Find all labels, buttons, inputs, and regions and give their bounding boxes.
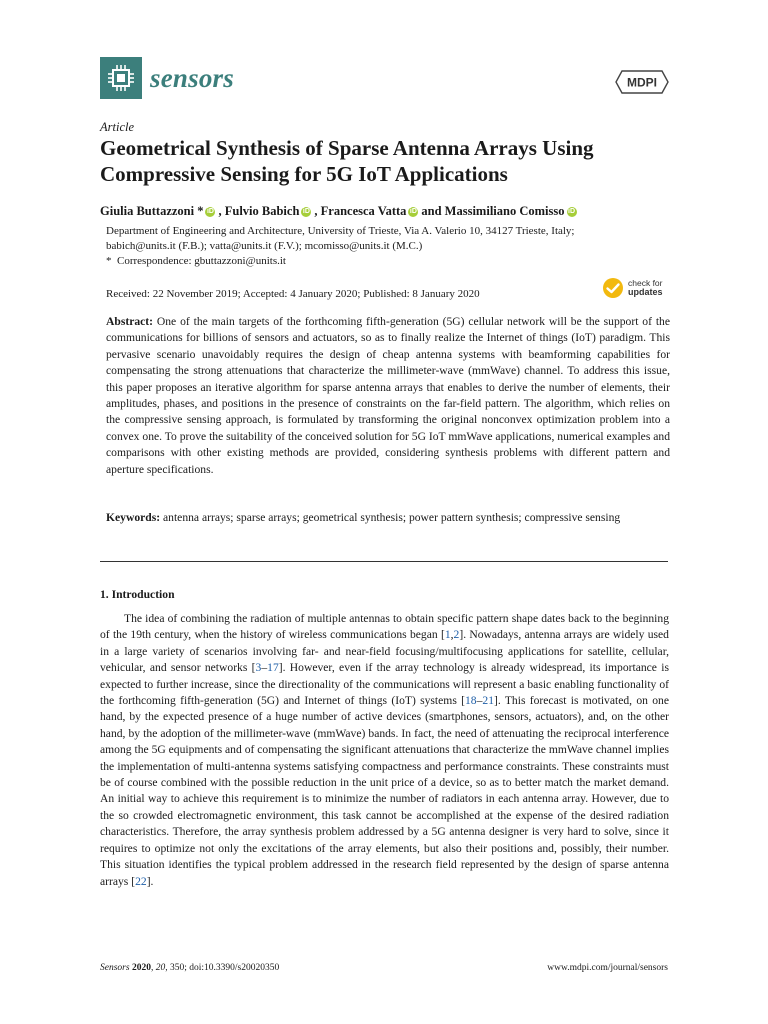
body-text-run: – xyxy=(261,661,268,675)
abstract xyxy=(106,314,670,478)
publication-dates: Received: 22 November 2019; Accepted: 4 January 2020; Published: 8 January 2020 xyxy=(106,288,480,300)
footer-doi[interactable]: , 350; doi:10.3390/s20020350 xyxy=(165,963,280,973)
section-divider xyxy=(100,561,668,562)
citation-link[interactable]: 2 xyxy=(453,628,460,642)
keywords xyxy=(106,510,670,526)
publisher-name: MDPI xyxy=(627,75,657,90)
affiliation-block xyxy=(106,224,686,269)
chip-icon xyxy=(100,57,142,99)
author-list xyxy=(100,204,580,219)
correspondence-line xyxy=(106,254,686,269)
check-updates-line1: check for xyxy=(628,278,663,288)
citation-link[interactable]: 3 xyxy=(255,661,262,675)
abstract-text: One of the main targets of the forthcoming fifth-generation (5G) cellular network will be the support of the communications for billions of sensors and actuators, so as to finally realize the Internet of things (IoT) paradigm. This pervasive scenario unavoidably requires the design of cheap antenna systems with beamforming capabilities for compensating the strong attenuations that characterize the millimeter-wave (mmWave) channel. To address this issue, this paper proposes an iterative algorithm for sparse antenna arrays that enables to derive the number of elements, their amplitudes, phases, and positions in the presence of constraints on the far-field pattern. The algorithm, which relies on the compressive sensing approach, is formulated by transforming the original nonconvex optimization problem into a convex one. To prove the suitability of the conceived solution for 5G IoT mmWave applications, numerical examples and comparisons with other existing methods are provided, considering synthesis problems with different pattern and aperture specifications. xyxy=(106,315,670,476)
correspondence-mark: * xyxy=(106,255,112,267)
footer-citation: Sensors 2020, 20, 350; doi:10.3390/s20020350 xyxy=(100,963,280,973)
footer-url[interactable]: www.mdpi.com/journal/sensors xyxy=(547,963,668,973)
journal-name: sensors xyxy=(150,62,234,93)
author-name[interactable]: and Massimiliano Comisso xyxy=(421,204,565,218)
orcid-icon[interactable]: iD xyxy=(206,207,214,215)
body-paragraph xyxy=(100,611,669,890)
author-name[interactable]: , Francesca Vatta xyxy=(314,204,407,218)
orcid-icon[interactable]: iD xyxy=(302,207,310,215)
keywords-text: antenna arrays; sparse arrays; geometrical synthesis; power pattern synthesis; compressive sensing xyxy=(160,511,621,524)
citation-link[interactable]: 18 xyxy=(465,694,477,708)
mdpi-logo[interactable] xyxy=(614,69,670,100)
correspondence-text[interactable]: Correspondence: gbuttazzoni@units.it xyxy=(117,255,286,267)
orcid-icon[interactable]: iD xyxy=(568,207,575,215)
affiliation-emails[interactable]: babich@units.it (F.B.); vatta@units.it (F.V.); mcomisso@units.it (M.C.) xyxy=(106,240,423,252)
check-for-updates-button[interactable] xyxy=(602,277,663,299)
article-type: Article xyxy=(100,120,135,134)
check-updates-label xyxy=(628,279,663,297)
citation-link[interactable]: 22 xyxy=(135,874,147,888)
body-text-run: The idea of combining the radiation of multiple antennas to obtain specific pattern shape dates back to the beginning of the 19th century, when the history of wireless communications began [ xyxy=(100,612,669,642)
body-text-run: , xyxy=(450,628,454,642)
footer-journal: Sensors xyxy=(100,963,130,973)
body-text-run: ]. However, even if the array technology is already widespread, its importance is expected to further increase, since the directionality of the communications will represent a basic enabling functionality of the forthcoming fifth-generation (5G) and Internet of things (IoT) systems [ xyxy=(100,661,669,708)
author-name[interactable]: , Fulvio Babich xyxy=(218,204,300,218)
body-text-run: ]. Nowadays, antenna arrays are widely used in a large variety of scenarios involving far- and near-field focusing/multifocusing applications for satellite, cellular, vehicular, and sensor networks [ xyxy=(100,628,669,675)
abstract-label: Abstract: xyxy=(106,315,154,328)
author-name[interactable]: Giulia Buttazzoni * xyxy=(100,204,204,218)
keywords-label: Keywords: xyxy=(106,511,161,524)
article-title: Geometrical Synthesis of Sparse Antenna Arrays Using Compressive Sensing for 5G IoT Applications xyxy=(100,136,594,186)
footer-volume: 20 xyxy=(155,963,166,973)
affiliation-line: Department of Engineering and Architecture, University of Trieste, Via A. Valerio 10, 34127 Trieste, Italy; xyxy=(106,225,575,237)
orcid-icon[interactable]: iD xyxy=(409,207,417,215)
footer-year: 2020 xyxy=(131,963,151,973)
body-text-run: ]. xyxy=(146,874,154,888)
citation-link[interactable]: 17 xyxy=(267,661,279,675)
body-text-run: ]. This forecast is motivated, on one hand, by the expected presence of a huge number of active devices (smartphones, sensors, actuators), and, on the other hand, by the adoption of the millimeter-wave (mmWave) bands. In fact, the need of attenuating the reciprocal interference among the 5G equipments and of compensating the significant attenuations that characterize the mmWave channel implies the implementation of multi-antenna systems satisfying compactness and performance constraints. These constraints must be of course combined with the possible reduction in the unit price of a device, so as to better match the market demand. An initial way to achieve this requirement is to minimize the number of radiators in each antenna array. However, due to the so crowded electromagnetic environment, this task cannot be accomplished at the expense of the desired radiation characteristics. Therefore, the array synthesis problem addressed by a 5G antenna designer is very hard to solve, since it requires to optimize not only the excitations of the array elements, but also their positions and, possibly, their number. This situation identifies the typical problem addressed in the research field represented by the design of sparse antenna arrays [ xyxy=(100,694,669,888)
body-text-run: – xyxy=(476,694,483,708)
citation-link[interactable]: 21 xyxy=(482,694,494,708)
section-heading: 1. Introduction xyxy=(100,588,175,601)
citation-link[interactable]: 1 xyxy=(444,628,451,642)
check-updates-icon xyxy=(602,277,624,299)
check-updates-line2: updates xyxy=(628,287,663,297)
journal-logo[interactable] xyxy=(100,57,234,99)
